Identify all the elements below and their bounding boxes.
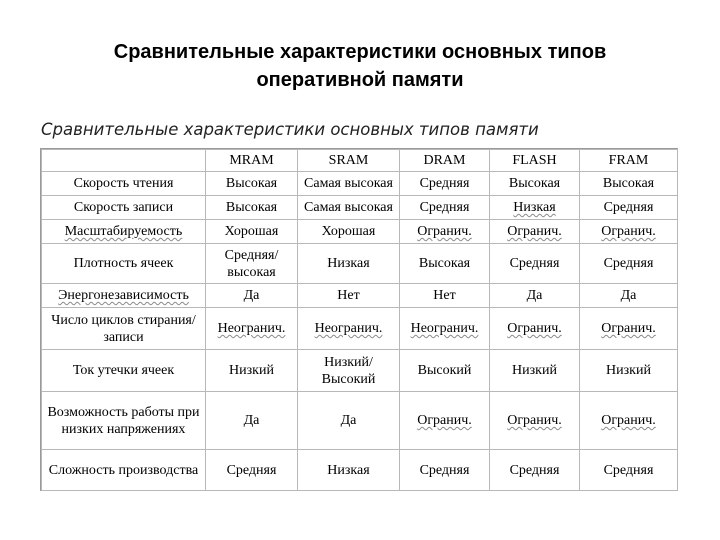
row-label: Плотность ячеек	[42, 244, 206, 284]
row-label: Сложность производства	[42, 450, 206, 491]
header-cell: DRAM	[400, 150, 490, 172]
table-cell: Средняя/ высокая	[206, 244, 298, 284]
table-row	[42, 244, 678, 284]
table-cell: Низкий	[580, 350, 678, 392]
table-cell: Нет	[298, 284, 400, 308]
table-cell: Высокая	[400, 244, 490, 284]
slide-title-line-1: Сравнительные характеристики основных типов	[113, 41, 607, 63]
table-cell: Нет	[400, 284, 490, 308]
table-cell: Средняя	[206, 450, 298, 491]
table-cell: Да	[298, 392, 400, 450]
table-cell: Средняя	[400, 196, 490, 220]
table-cell: Высокая	[580, 172, 678, 196]
row-label: Возможность работы при низких напряжениях	[42, 392, 206, 450]
table-cell: Хорошая	[298, 220, 400, 244]
table-heading: Сравнительные характеристики основных типов памяти	[41, 120, 539, 139]
table-cell: Средняя	[490, 450, 580, 491]
row-label: Масштабируемость	[42, 220, 206, 244]
table-cell: Огранич.	[400, 392, 490, 450]
table-cell: Средняя	[400, 450, 490, 491]
table-cell: Огранич.	[580, 220, 678, 244]
header-cell: FRAM	[580, 150, 678, 172]
table-row	[42, 450, 678, 491]
table-cell: Высокая	[490, 172, 580, 196]
table-cell: Средняя	[580, 244, 678, 284]
table-cell: Огранич.	[490, 220, 580, 244]
table-cell: Высокая	[206, 196, 298, 220]
table-row	[42, 392, 678, 450]
table-cell: Средняя	[580, 196, 678, 220]
row-label: Скорость чтения	[42, 172, 206, 196]
table-cell: Огранич.	[490, 308, 580, 350]
table-cell: Неогранич.	[298, 308, 400, 350]
table-cell: Высокий	[400, 350, 490, 392]
slide-title	[40, 38, 680, 94]
table-row	[42, 284, 678, 308]
table-cell: Низкий/ Высокий	[298, 350, 400, 392]
header-cell: MRAM	[206, 150, 298, 172]
table-cell: Да	[580, 284, 678, 308]
table-cell: Высокая	[206, 172, 298, 196]
table-cell: Низкая	[298, 450, 400, 491]
table-cell: Да	[206, 392, 298, 450]
header-cell: SRAM	[298, 150, 400, 172]
table-cell: Неогранич.	[400, 308, 490, 350]
table-cell: Низкая	[490, 196, 580, 220]
row-label: Число циклов стирания/записи	[42, 308, 206, 350]
row-label: Энергонезависимость	[42, 284, 206, 308]
table-row	[42, 196, 678, 220]
table-cell: Низкий	[490, 350, 580, 392]
slide-title-line-2: оперативной памяти	[256, 69, 464, 91]
table-row	[42, 350, 678, 392]
table-cell: Огранич.	[490, 392, 580, 450]
table-cell: Низкий	[206, 350, 298, 392]
header-cell	[42, 150, 206, 172]
table-cell: Огранич.	[580, 308, 678, 350]
table-row	[42, 220, 678, 244]
table-cell: Самая высокая	[298, 196, 400, 220]
table-row	[42, 172, 678, 196]
table-cell: Низкая	[298, 244, 400, 284]
header-cell: FLASH	[490, 150, 580, 172]
table-cell: Хорошая	[206, 220, 298, 244]
table-cell: Да	[206, 284, 298, 308]
comparison-table-frame	[40, 148, 678, 491]
table-header-row	[42, 150, 678, 172]
table-cell: Средняя	[580, 450, 678, 491]
table-row	[42, 308, 678, 350]
table-cell: Да	[490, 284, 580, 308]
comparison-table	[41, 149, 678, 491]
table-cell: Неогранич.	[206, 308, 298, 350]
table-cell: Самая высокая	[298, 172, 400, 196]
table-cell: Средняя	[490, 244, 580, 284]
row-label: Скорость записи	[42, 196, 206, 220]
table-cell: Средняя	[400, 172, 490, 196]
table-cell: Огранич.	[400, 220, 490, 244]
row-label: Ток утечки ячеек	[42, 350, 206, 392]
table-cell: Огранич.	[580, 392, 678, 450]
